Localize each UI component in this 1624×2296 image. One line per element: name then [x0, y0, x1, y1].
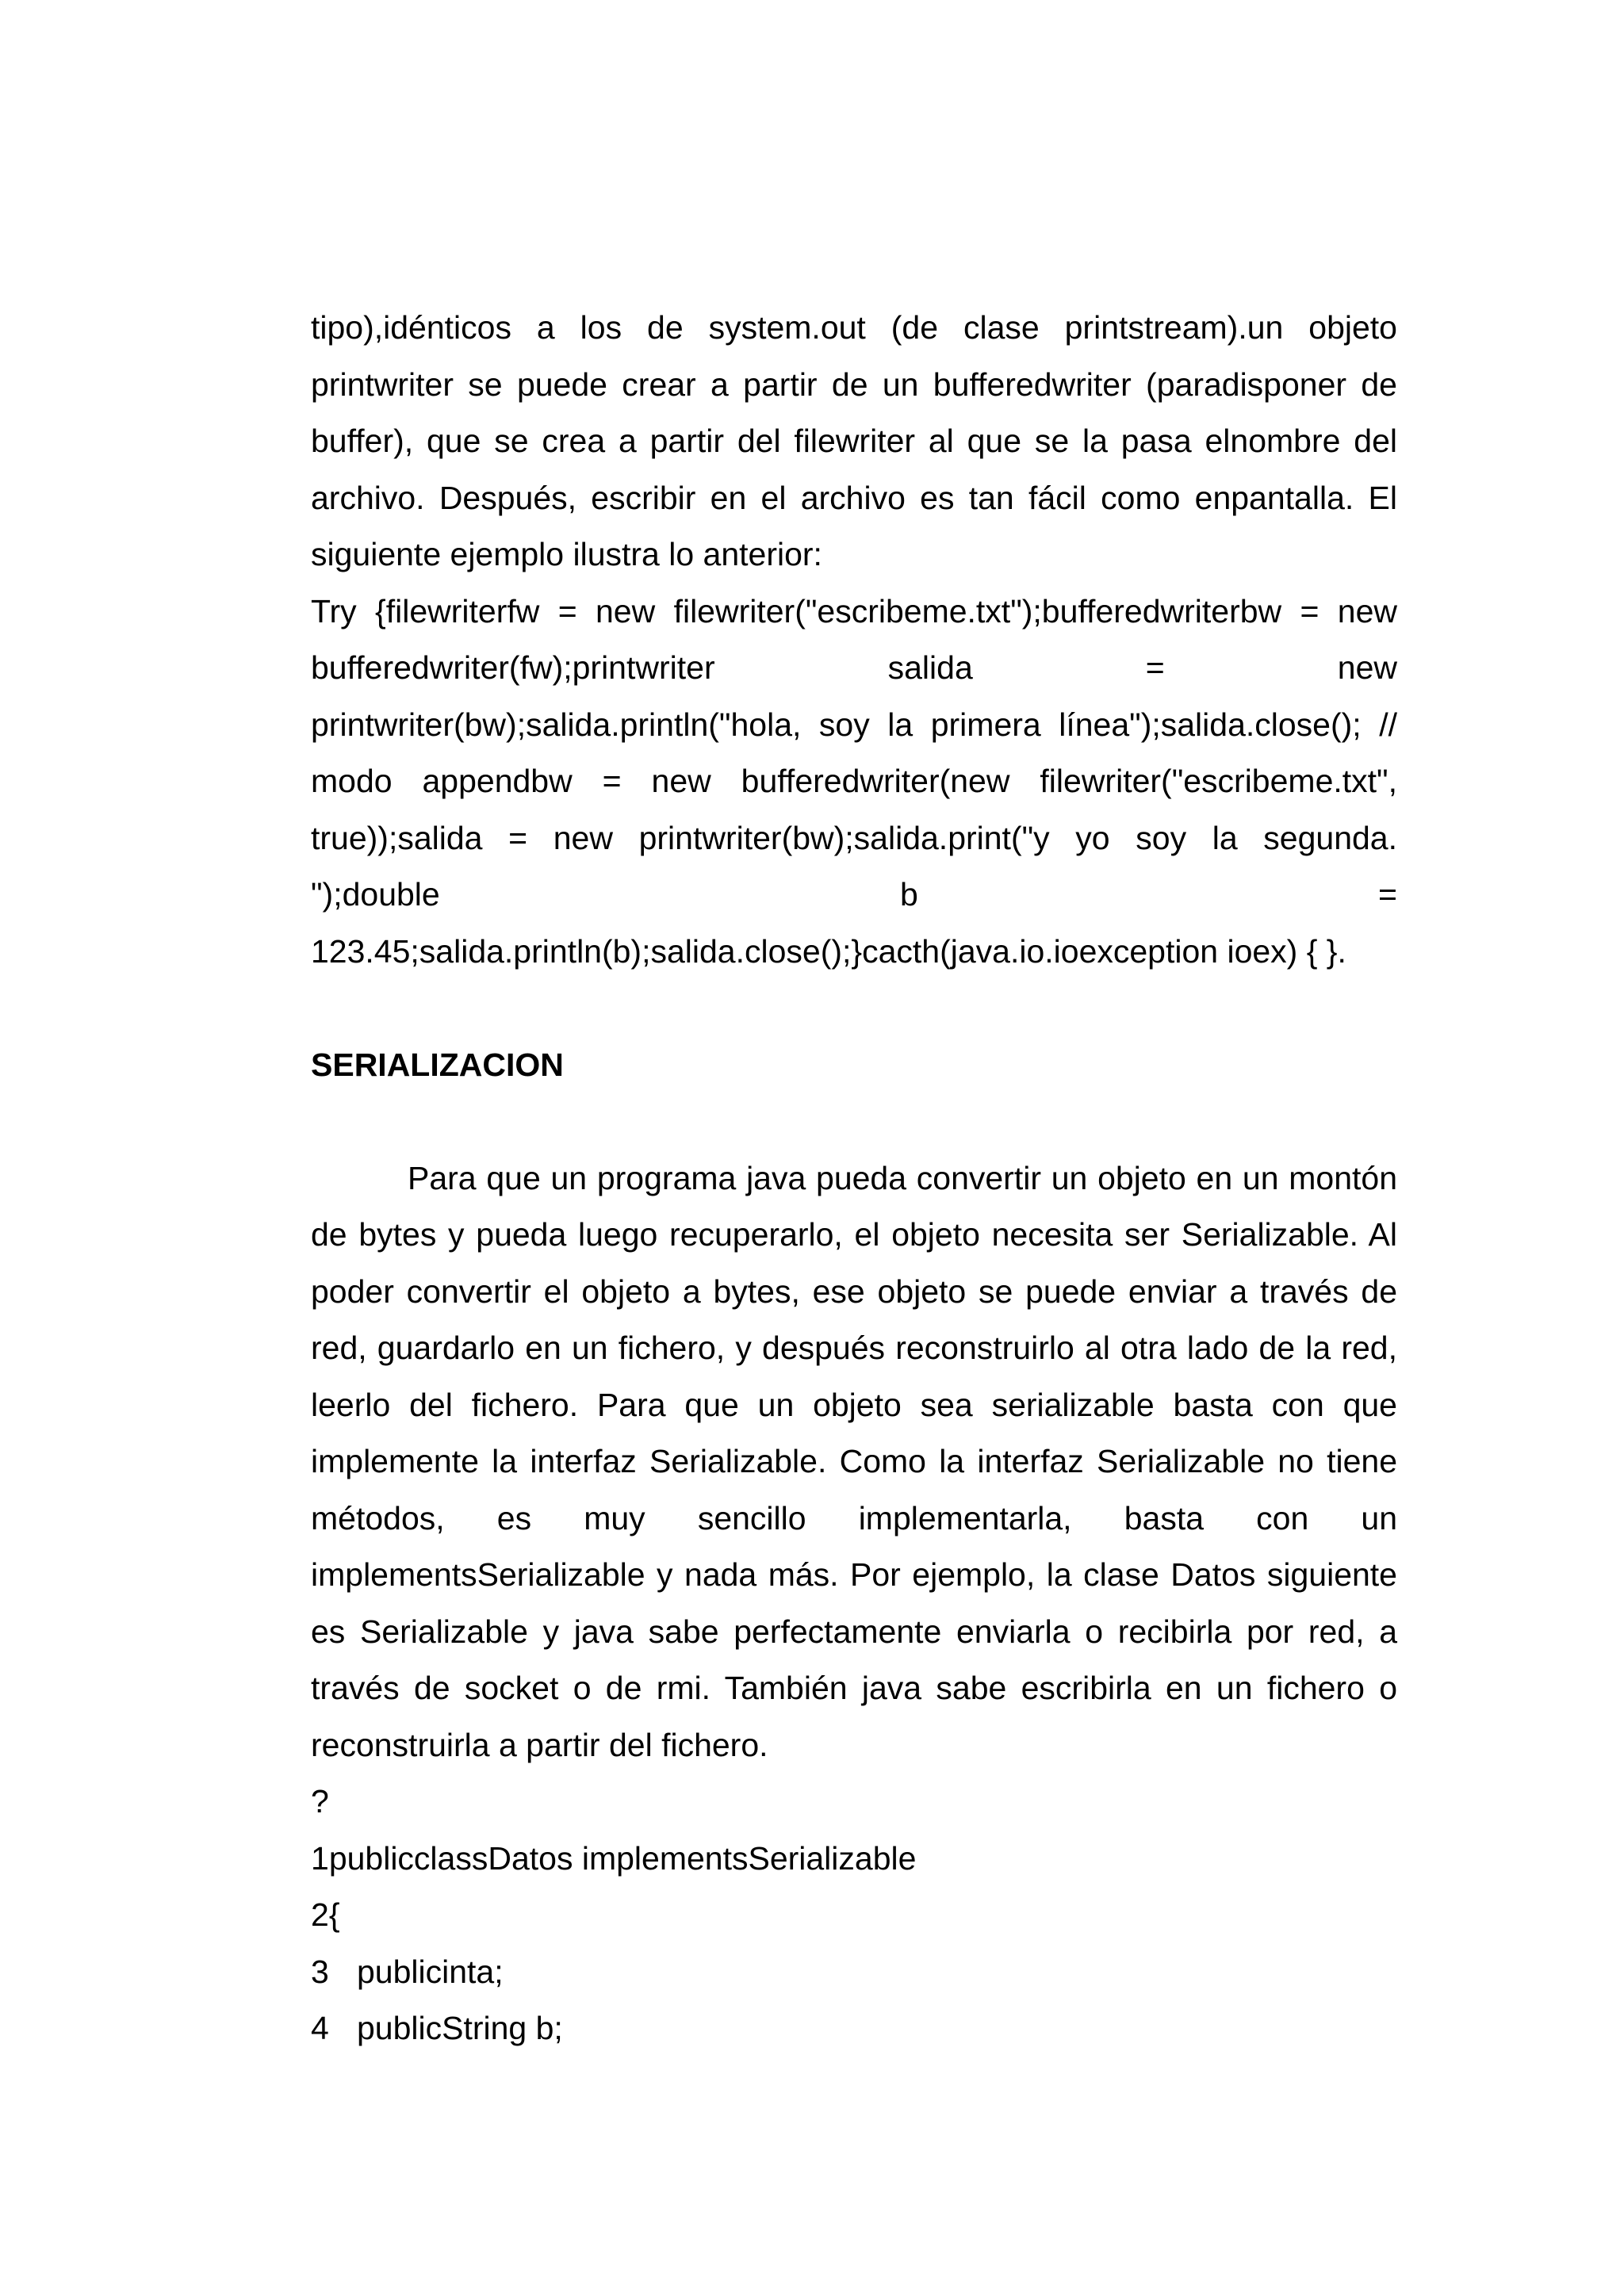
line-number: 2	[311, 1896, 329, 1933]
code-example-block	[311, 584, 1397, 981]
code-line	[311, 2000, 1397, 2057]
text-line: implementsSerializable y nada más. Por ejemplo, la clase Datos siguiente	[311, 1556, 1397, 1593]
code-listing	[311, 1831, 1397, 2057]
spacer	[311, 980, 1397, 1037]
text-line: través de socket o de rmi. También java sabe escribirla en un fichero o	[311, 1670, 1397, 1706]
text-line: tipo),idénticos a los de system.out (de clase printstream).un objeto	[311, 309, 1397, 346]
text-line: siguiente ejemplo ilustra lo anterior:	[311, 536, 822, 572]
text-line: es Serializable y java sabe perfectamente enviarla o recibirla por red, a	[311, 1613, 1397, 1650]
text-line: de bytes y pueda luego recuperarlo, el objeto necesita ser Serializable. Al	[311, 1216, 1397, 1253]
text-line: 123.45;salida.println(b);salida.close();}cacth(java.io.ioexception ioex) { }.	[311, 932, 1346, 970]
code-line	[311, 1887, 1397, 1944]
paragraph-serialization	[311, 1150, 1397, 1774]
text-line: ");double b =	[311, 876, 1397, 913]
text-line: leerlo del fichero. Para que un objeto sea serializable basta con que	[311, 1386, 1397, 1423]
text-line: métodos, es muy sencillo implementarla, basta con un	[311, 1499, 1397, 1536]
text-line: bufferedwriter(fw);printwriter salida = new	[311, 649, 1397, 686]
code-text: publicString b;	[357, 2010, 563, 2046]
text-line: printwriter(bw);salida.println("hola, soy la primera línea");salida.close(); //	[311, 706, 1397, 743]
line-number: 1	[311, 1839, 329, 1877]
text-line: poder convertir el objeto a bytes, ese objeto se puede enviar a través de	[311, 1272, 1397, 1310]
question-mark-line: ?	[311, 1783, 329, 1820]
section-heading: SERIALIZACION	[311, 1046, 564, 1083]
text-line: implemente la interfaz Serializable. Como la interfaz Serializable no tiene	[311, 1443, 1397, 1479]
code-text: publicinta;	[357, 1953, 504, 1990]
code-line	[311, 1831, 1397, 1888]
text-line: Try {filewriterfw = new filewriter("escribeme.txt");bufferedwriterbw = new	[311, 592, 1397, 629]
text-line: red, guardarlo en un fichero, y después reconstruirlo al otra lado de la red,	[311, 1330, 1397, 1366]
line-number: 3	[311, 1953, 329, 1990]
text-line: true));salida = new printwriter(bw);salida.print("y yo soy la segunda.	[311, 819, 1397, 856]
line-number: 4	[311, 2010, 329, 2046]
code-text: publicclassDatos implementsSerializable	[328, 1839, 917, 1877]
code-text: {	[328, 1896, 340, 1933]
text-line: archivo. Después, escribir en el archivo es tan fácil como enpantalla. El	[311, 479, 1397, 516]
text-line: modo appendbw = new bufferedwriter(new filewriter("escribeme.txt",	[311, 763, 1397, 799]
text-line: reconstruirla a partir del fichero.	[311, 1726, 768, 1763]
text-line: Para que un programa java pueda convertir un objeto en un montón	[408, 1159, 1397, 1196]
text-line: printwriter se puede crear a partir de un bufferedwriter (paradisponer de	[311, 365, 1397, 403]
spacer	[311, 1093, 1397, 1150]
paragraph-intro	[311, 300, 1397, 584]
text-line: buffer), que se crea a partir del filewriter al que se la pasa elnombre del	[311, 423, 1397, 459]
page-content	[311, 300, 1397, 2057]
code-line	[311, 1944, 1397, 2001]
